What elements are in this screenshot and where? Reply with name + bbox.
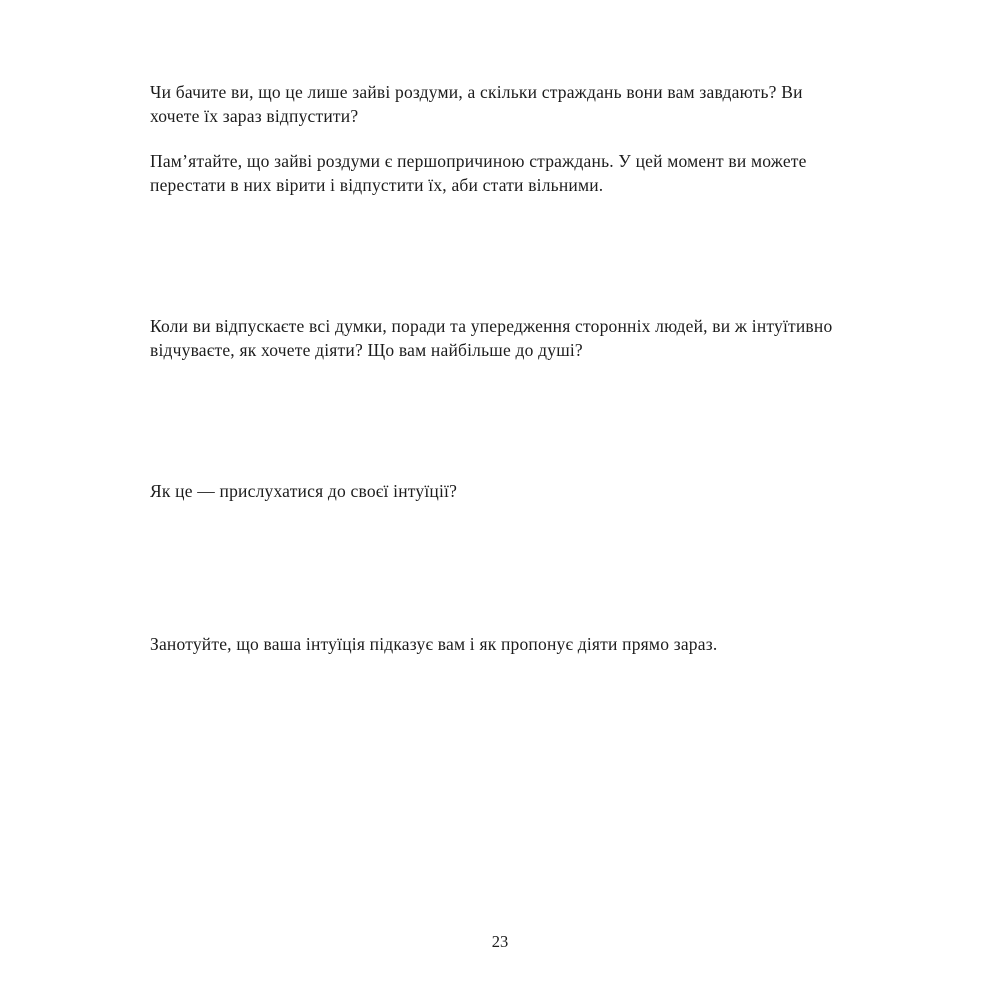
paragraph-reminder: Пам’ятайте, що зайві роздуми є першопричиною страждань. У цей момент ви можете перестати в них вірити і відпустити їх, аби стати вільними. (150, 150, 807, 195)
page-number: 23 (491, 932, 509, 951)
paragraph-instruction: Занотуйте, що ваша інтуїція підказує вам і як пропонує діяти прямо зараз. (150, 633, 718, 654)
paragraph-question-3: Як це — прислухатися до своєї інтуїції? (150, 480, 458, 501)
paragraph-question-2: Коли ви відпускаєте всі думки, поради та упередження сторонніх людей, ви ж інтуїтивно відчуваєте, як хочете діяти? Що вам найбільше до душі? (150, 315, 833, 360)
paragraph-question-1: Чи бачите ви, що це лише зайві роздуми, а скільки страждань вони вам завдають? Ви хочете їх зараз відпустити? (150, 81, 803, 126)
